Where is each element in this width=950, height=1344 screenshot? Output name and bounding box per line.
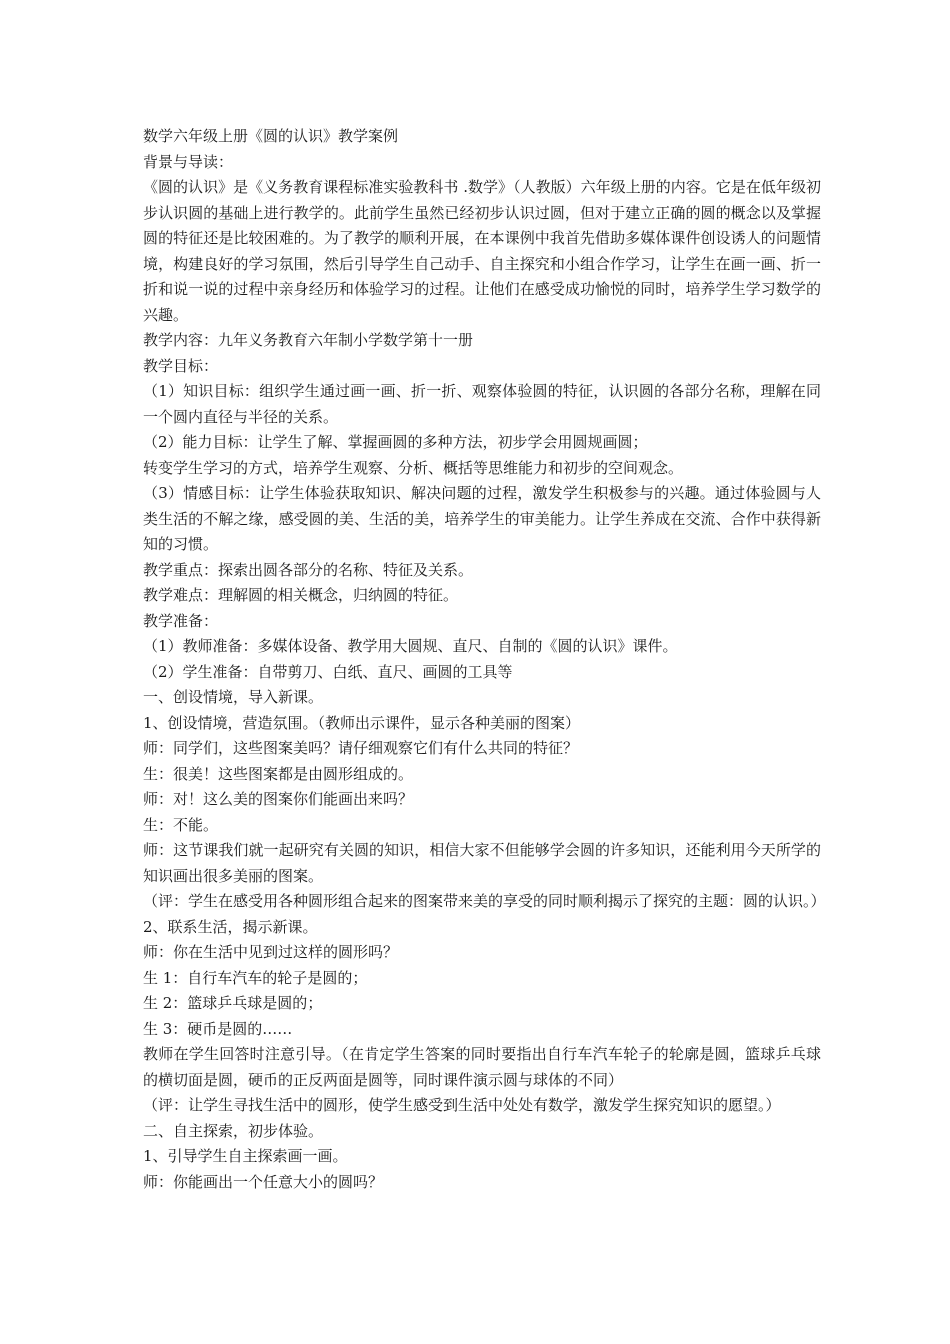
- paragraph: 教学重点：探索出圆各部分的名称、特征及关系。: [143, 560, 474, 579]
- section-heading: 二、自主探索，初步体验。: [143, 1121, 324, 1140]
- dialogue-line: 生 1：自行车汽车的轮子是圆的；: [143, 968, 368, 987]
- document-title: 数学六年级上册《圆的认识》教学案例: [143, 127, 399, 145]
- paragraph: 教学难点：理解圆的相关概念，归纳圆的特征。: [143, 586, 459, 604]
- paragraph: 教师在学生回答时注意引导。（在肯定学生答案的同时要指出自行车汽车轮子的轮廓是圆，篮球乒乓球的横切面是圆，硬币的正反两面是圆等，同时课件演示圆与球体的不同）: [143, 1045, 821, 1089]
- section-heading: 一、创设情境，导入新课。: [143, 688, 324, 706]
- paragraph: 《圆的认识》是《义务教育课程标准实验教科书 .数学》（人教版）六年级上册的内容。它是在低年级初步认识圆的基础上进行教学的。此前学生虽然已经初步认识过圆，但对于建立正确的圆的概念以及掌握圆的特征还是比较困难的。为了教学的顺利开展，在本课例中我首先借助多媒体课件创设诱人的问题情境，构建良好的学习氛围，然后引导学生自己动手、自主探究和小组合作学习，让学生在画一画、折一折和说一说的过程中亲身经历和体验学习的过程。让他们在感受成功愉悦的同时，培养学生学习数学的兴趣。: [143, 178, 821, 324]
- dialogue-line: 生 2：篮球乒乓球是圆的；: [143, 994, 323, 1012]
- dialogue-line: 师：同学们，这些图案美吗？请仔细观察它们有什么共同的特征？: [143, 739, 579, 757]
- section-heading: 背景与导读：: [143, 152, 234, 171]
- paragraph: （2）学生准备：自带剪刀、白纸、直尺、画圆的工具等: [143, 662, 513, 681]
- paragraph: 2、联系生活，揭示新课。: [143, 917, 318, 936]
- document-body: [143, 124, 826, 1195]
- paragraph: （2）能力目标：让学生了解、掌握画圆的多种方法，初步学会用圆规画圆；: [143, 433, 648, 451]
- dialogue-line: 师：对！这么美的图案你们能画出来吗？: [143, 790, 414, 808]
- section-heading: 教学目标：: [143, 356, 219, 375]
- comment-paragraph: （评：让学生寻找生活中的圆形，使学生感受到生活中处处有数学，激发学生探究知识的愿望。）: [143, 1096, 781, 1114]
- paragraph: 1、创设情境，营造氛围。（教师出示课件，显示各种美丽的图案）: [143, 713, 581, 732]
- paragraph: （1）知识目标：组织学生通过画一画、折一折、观察体验圆的特征，认识圆的各部分名称，理解在同一个圆内直径与半径的关系。: [143, 382, 821, 426]
- paragraph: （1）教师准备：多媒体设备、教学用大圆规、直尺、自制的《圆的认识》课件。: [143, 637, 678, 655]
- dialogue-line: 生 3：硬币是圆的……: [143, 1019, 293, 1038]
- paragraph: 教学内容：九年义务教育六年制小学数学第十一册: [143, 331, 474, 349]
- comment-paragraph: （评：学生在感受用各种圆形组合起来的图案带来美的享受的同时顺利揭示了探究的主题：圆的认识。）: [143, 892, 826, 910]
- paragraph: （3）情感目标：让学生体验获取知识、解决问题的过程，激发学生积极参与的兴趣。通过体验圆与人类生活的不解之缘，感受圆的美、生活的美，培养学生的审美能力。让学生养成在交流、合作中获得新知的习惯。: [143, 484, 821, 553]
- dialogue-line: 师：你能画出一个任意大小的圆吗？: [143, 1172, 384, 1191]
- dialogue-line: 师：这节课我们就一起研究有关圆的知识，相信大家不但能够学会圆的许多知识，还能利用今天所学的知识画出很多美丽的图案。: [143, 841, 821, 885]
- dialogue-line: 生：不能。: [143, 815, 219, 834]
- dialogue-line: 生：很美！这些图案都是由圆形组成的。: [143, 764, 414, 783]
- paragraph: 转变学生学习的方式，培养学生观察、分析、概括等思维能力和初步的空间观念。: [143, 458, 684, 477]
- dialogue-line: 师：你在生活中见到过这样的圆形吗？: [143, 943, 399, 961]
- paragraph: 1、引导学生自主探索画一画。: [143, 1147, 348, 1165]
- section-heading: 教学准备：: [143, 611, 219, 630]
